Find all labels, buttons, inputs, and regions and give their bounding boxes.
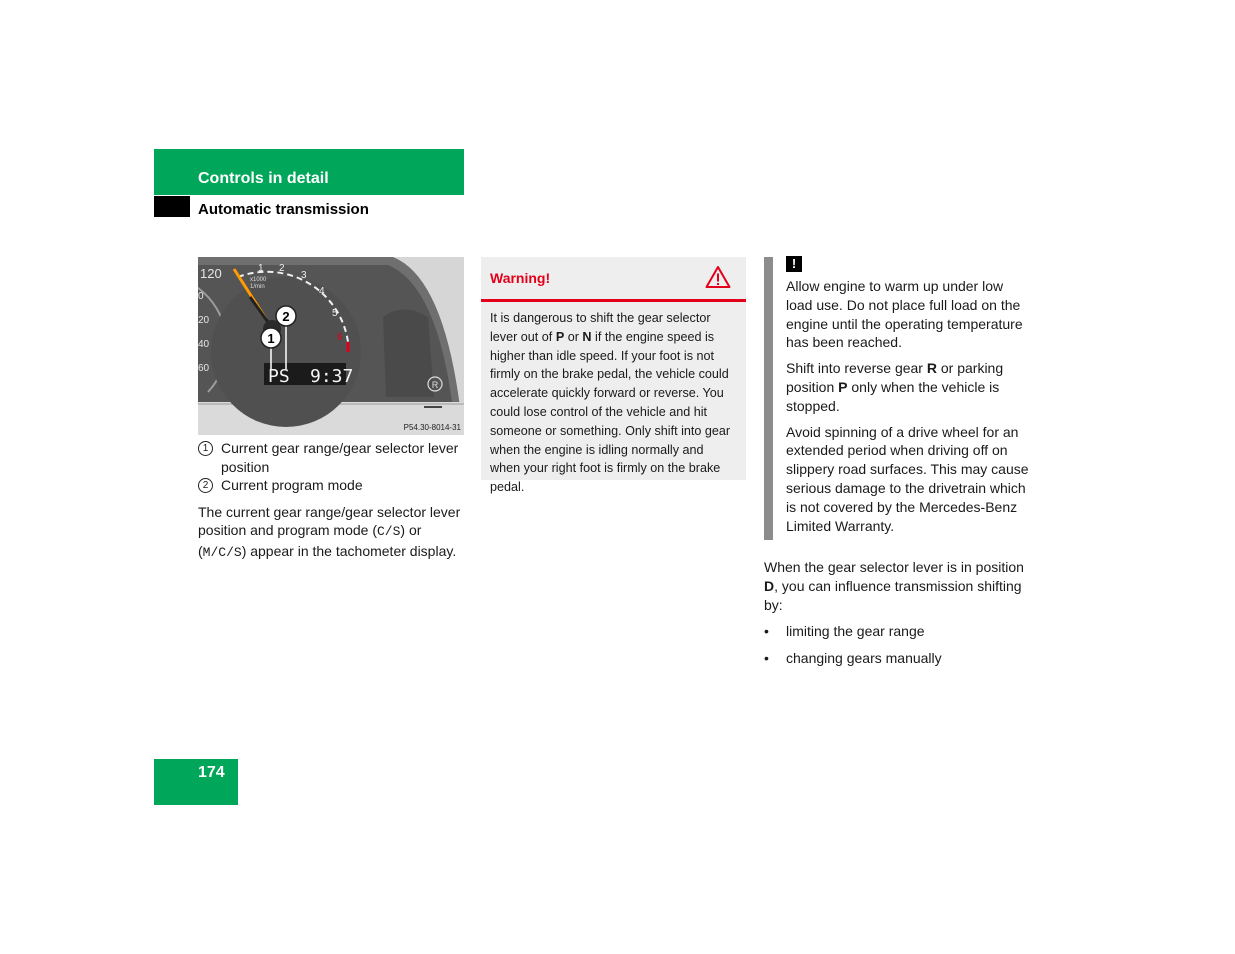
note-paragraph: Shift into reverse gear R or parking position P only when the vehicle is stopped. [786, 360, 1004, 414]
display-time: 9:37 [310, 366, 354, 387]
tach-label: 2 [279, 263, 285, 274]
shifting-info [764, 558, 1034, 676]
shifting-intro: When the gear selector lever is in position D, you can influence transmission shifting by: [764, 559, 1024, 613]
speed-label: 0 [198, 291, 204, 302]
legend-text: Current program mode [221, 477, 363, 494]
display-explanation: The current gear range/gear selector lever position and program mode (C/S) or (M/C/S) appear in the tachometer display. [198, 503, 461, 560]
warning-box [481, 257, 746, 495]
page-number: 174 [198, 764, 225, 781]
figure-legend [198, 439, 468, 563]
note-bar [764, 257, 773, 540]
legend-number: 2 [198, 478, 213, 493]
warning-title: Warning! [490, 270, 551, 286]
legend-item [198, 439, 468, 476]
warning-header [481, 257, 746, 302]
subsection-title: Automatic transmission [198, 201, 369, 218]
note-paragraph: Allow engine to warm up under low load use. Do not place full load on the engine until the operating temperature has been reached. [786, 278, 1023, 351]
tach-label: 4 [319, 286, 325, 297]
tach-unit: x1000 [250, 277, 267, 283]
speed-label: 60 [198, 363, 210, 374]
svg-text:2: 2 [282, 309, 290, 324]
page-number-box [154, 759, 238, 805]
speed-label: 120 [200, 266, 222, 281]
subsection-marker [154, 196, 190, 217]
list-item: • changing gears manually [764, 650, 942, 667]
note-paragraph: Avoid spinning of a drive wheel for an extended period when driving off on slippery road surfaces. This may cause serious damage to the drivetrain which is not covered by the Mercedes-Benz Limited Warranty. [786, 423, 1029, 534]
exclamation-icon: ! [786, 256, 802, 272]
svg-text:1: 1 [267, 331, 275, 346]
display-gear: PS [268, 366, 290, 387]
tach-unit: 1/min [250, 284, 265, 290]
legend-number: 1 [198, 441, 213, 456]
instrument-cluster-figure [198, 257, 464, 435]
speed-label: 20 [198, 315, 210, 326]
tach-label: 3 [301, 270, 307, 281]
speed-label: 40 [198, 339, 210, 350]
warning-triangle-icon [705, 265, 731, 294]
legend-text: Current gear range/gear selector lever position [221, 440, 459, 475]
tach-label: 6 [337, 332, 343, 343]
svg-text:R: R [431, 380, 439, 390]
warning-text: It is dangerous to shift the gear selector lever out of P or N if the engine speed is higher than idle speed. If your foot is not firmly on the brake pedal, the vehicle could accelerate quickly forward or reverse. You could lose control of the vehicle and hit someone or something. Only shift into gear when the engine is idling normally and when your right foot is firmly on the brake pedal. [490, 311, 731, 495]
tach-label: 5 [332, 308, 338, 319]
tach-label: 1 [258, 263, 264, 274]
note-text [786, 277, 1031, 542]
legend-item [198, 476, 468, 495]
figure-code: P54.30-8014-31 [403, 423, 461, 432]
section-title: Controls in detail [198, 170, 329, 187]
list-item: • limiting the gear range [764, 623, 925, 640]
